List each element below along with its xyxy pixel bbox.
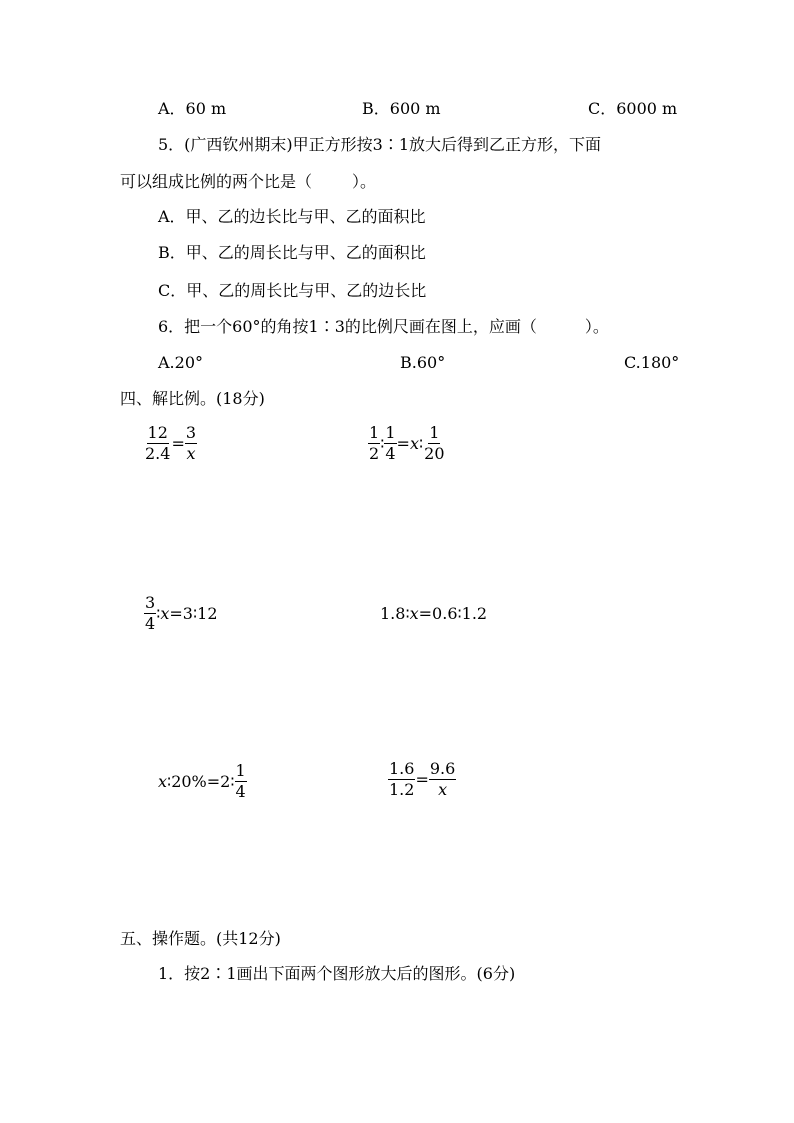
eq4-right-side: =0.6∶1.2: [418, 604, 488, 623]
eq6-right-denominator: x: [438, 780, 448, 799]
eq6-right-numerator: 9.6: [429, 759, 456, 778]
eq2-ratio-sign-1: ∶: [380, 434, 385, 453]
eq6-left-denominator: 1.2: [389, 780, 415, 799]
eq1-fraction-left: [144, 424, 171, 463]
eq2-equals: =: [396, 434, 410, 453]
q6-stem: [158, 317, 609, 337]
eq6-left-numerator: 1.6: [389, 759, 415, 778]
eq1-equals: =: [171, 434, 185, 453]
eq2-f1-denominator: 2: [369, 444, 380, 463]
eq5-numerator: 1: [235, 761, 246, 780]
q5-option-c: C．甲、乙的周长比与甲、乙的边长比: [158, 281, 427, 300]
equation-5: [158, 762, 247, 801]
eq2-unknown-x: x: [409, 434, 419, 453]
eq2-f3-numerator: 1: [429, 423, 440, 442]
eq6-fraction-right: [429, 760, 456, 799]
eq2-f2-denominator: 4: [385, 444, 396, 463]
q5-option-a: A．甲、乙的边长比与甲、乙的面积比: [158, 207, 426, 226]
eq3-numerator: 3: [145, 593, 156, 612]
eq3-right-side: =3∶12: [169, 604, 218, 623]
eq6-equals: =: [415, 770, 429, 789]
eq3-denominator: 4: [145, 614, 156, 633]
q6-option-c: C.180°: [624, 353, 680, 372]
eq6-fraction-left: [388, 760, 415, 799]
q4-option-c: C．6000 m: [588, 99, 678, 118]
section5-title: 五、操作题。(共12分): [120, 929, 281, 948]
q5-stem-line2: [120, 172, 376, 192]
eq3-fraction: [144, 594, 156, 633]
eq5-middle: ∶20%=2∶: [167, 772, 235, 791]
eq5-unknown-x: x: [158, 772, 168, 791]
equation-6: [388, 760, 456, 799]
eq1-right-numerator: 3: [185, 423, 197, 442]
section5-question-1: 1．按2∶1画出下面两个图形放大后的图形。(6分): [158, 964, 516, 983]
q6-option-a: A.20°: [158, 353, 203, 372]
eq5-denominator: 4: [235, 782, 246, 801]
eq5-fraction: [235, 762, 247, 801]
q5-stem-line1: 5．(广西钦州期末)甲正方形按3∶1放大后得到乙正方形，下面: [158, 135, 602, 154]
equation-3: [144, 594, 218, 633]
q5-stem-pre: 可以组成比例的两个比是（: [120, 172, 313, 191]
eq1-left-numerator: 12: [147, 423, 168, 442]
q5-option-b: B．甲、乙的周长比与甲、乙的面积比: [158, 243, 426, 262]
section4-title: 四、解比例。(18分): [120, 389, 265, 408]
eq4-left-term: 1.8∶: [380, 604, 410, 623]
eq1-fraction-right: [185, 424, 197, 463]
q4-option-a: A．60 m: [158, 99, 227, 118]
q6-stem-post: ）。: [584, 317, 609, 336]
eq2-f3-denominator: 20: [424, 444, 445, 463]
eq1-left-denominator: 2.4: [145, 444, 171, 463]
q6-stem-pre: 6．把一个60°的角按1∶3的比例尺画在图上，应画（: [158, 317, 537, 336]
q4-option-b: B．600 m: [362, 99, 441, 118]
q6-option-b: B.60°: [400, 353, 446, 372]
eq2-f1-numerator: 1: [369, 423, 380, 442]
eq2-f2-numerator: 1: [385, 423, 396, 442]
eq2-fraction-3: [423, 424, 445, 463]
eq4-unknown-x: x: [409, 604, 419, 623]
eq2-fraction-1: [368, 424, 380, 463]
equation-2: [368, 424, 446, 463]
eq1-right-denominator: x: [186, 444, 196, 463]
eq2-fraction-2: [384, 424, 396, 463]
equation-1: [144, 424, 197, 463]
eq2-ratio-sign-2: ∶: [418, 434, 424, 453]
eq3-ratio-sign: ∶: [156, 604, 161, 623]
equation-4: [380, 604, 487, 623]
q5-stem-post: ）。: [352, 172, 377, 191]
eq3-unknown-x: x: [160, 604, 170, 623]
